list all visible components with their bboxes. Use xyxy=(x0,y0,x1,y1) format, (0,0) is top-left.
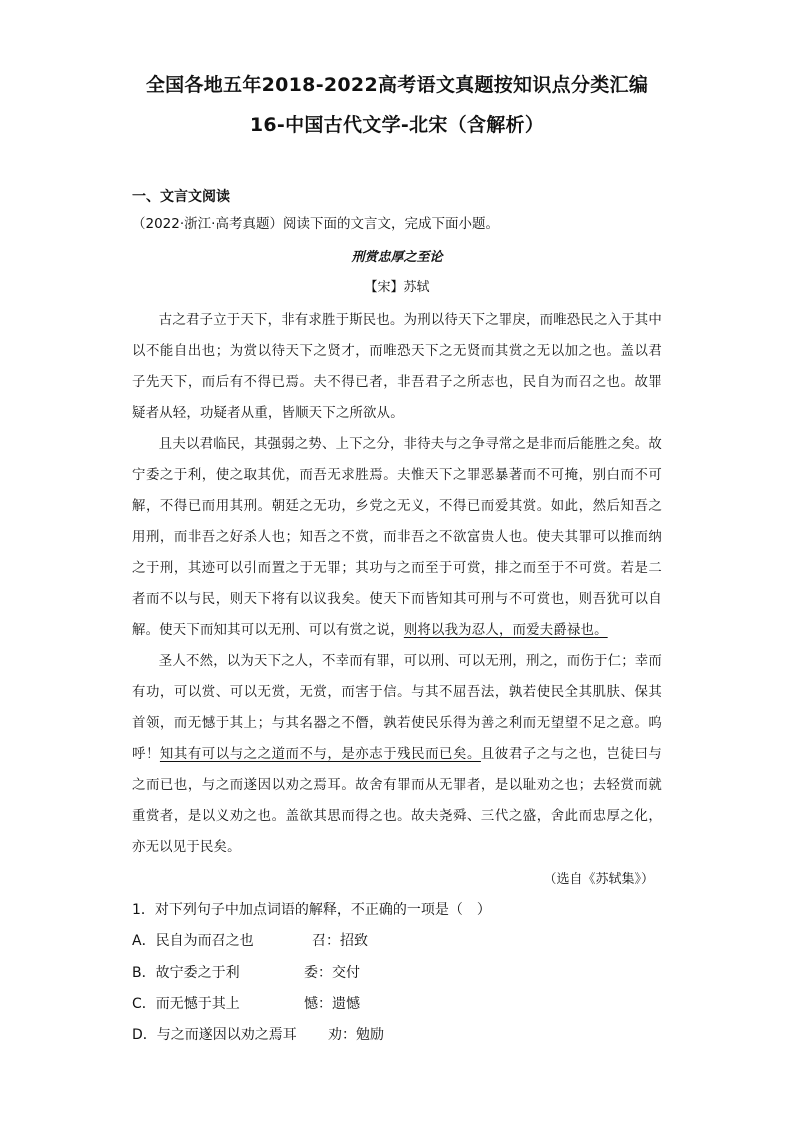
paragraph-text: 古之君子立于天下，非有求胜于斯民也。为刑以待天下之罪戾，而唯恐民之入于其中以不能自出也；为赏以待天下之贤才，而唯恐天下之无贤而其赏之无以加之也。盖以君子先天下，而后有不得已焉。夫不得已者，非吾君子之所志也，民自为而召之也。故罪疑者从轻，功疑者从重，皆顺天下之所欲从。 xyxy=(132,313,662,421)
option-text: D．与之而遂因以劝之焉耳 xyxy=(132,1027,297,1043)
underlined-sentence: 则将以我为忍人，而爱夫爵禄也。 xyxy=(403,623,608,638)
option-gloss: 召：招致 xyxy=(312,933,368,949)
document-title-line2: 16-中国古代文学-北宋（含解析） xyxy=(249,114,545,136)
passage-paragraph xyxy=(132,305,662,429)
section-heading: 一、文言文阅读 xyxy=(132,189,230,205)
passage-paragraph xyxy=(132,646,662,863)
passage-author: 【宋】苏轼 xyxy=(364,280,430,295)
option-gloss: 憾：遗憾 xyxy=(304,996,360,1012)
option-d xyxy=(132,1024,384,1044)
option-gloss: 委：交付 xyxy=(304,965,360,981)
document-title-line1: 全国各地五年2018-2022高考语文真题按知识点分类汇编 xyxy=(145,74,649,96)
option-text: A．民自为而召之也 xyxy=(132,933,254,949)
passage-title: 刑赏忠厚之至论 xyxy=(351,250,443,265)
question-stem: 1．对下列句子中加点词语的解释，不正确的一项是（ ） xyxy=(132,902,491,918)
passage-source: （选自《苏轼集》） xyxy=(543,872,654,887)
paragraph-text: 圣人不然，以为天下之人，不幸而有罪，可以刑、可以无刑，刑之，而伤于仁；幸而有功，可以赏、可以无赏，无赏，而害于信。与其不屈吾法，孰若使民全其肌肤、保其首领，而无憾于其上；与其名器之不僭，孰若使民乐得为善之利而无望望不足之意。呜呼！ xyxy=(132,654,662,762)
underlined-sentence: 知其有可以与之之道而不与，是亦志于残民而已矣。 xyxy=(159,747,481,762)
option-a xyxy=(132,930,368,950)
passage-body xyxy=(132,305,662,863)
option-c xyxy=(132,993,360,1013)
passage-paragraph xyxy=(132,429,662,646)
option-b xyxy=(132,962,360,982)
option-text: B．故宁委之于利 xyxy=(132,965,240,981)
question-intro: （2022·浙江·高考真题）阅读下面的文言文，完成下面小题。 xyxy=(132,216,499,232)
paragraph-text: 且彼君子之与之也，岂徒曰与之而已也，与之而遂因以劝之焉耳。故舍有罪而从无罪者，是以耻劝之也；去轻赏而就重赏者，是以义劝之也。盖欲其思而得之也。故夫尧舜、三代之盛，舍此而忠厚之化，亦无以见于民矣。 xyxy=(132,747,662,855)
paragraph-text: 且夫以君临民，其强弱之势、上下之分，非待夫与之争寻常之是非而后能胜之矣。故宁委之于利，使之取其优，而吾无求胜焉。夫惟天下之罪恶暴著而不可掩，别白而不可解，不得已而用其刑。朝廷之无功，乡党之无义，不得已而爱其赏。如此，然后知吾之用刑，而非吾之好杀人也；知吾之不赏，而非吾之不欲富贵人也。使夫其罪可以推而纳之于刑，其迹可以引而置之于无罪；其功与之而至于可赏，排之而至于不可赏。若是二者而不以与民，则天下将有以议我矣。使天下而皆知其可刑与不可赏也，则吾犹可以自解。使天下而知其可以无刑、可以有赏之说， xyxy=(132,437,662,638)
option-text: C．而无憾于其上 xyxy=(132,996,240,1012)
option-gloss: 劝：勉励 xyxy=(328,1027,384,1043)
